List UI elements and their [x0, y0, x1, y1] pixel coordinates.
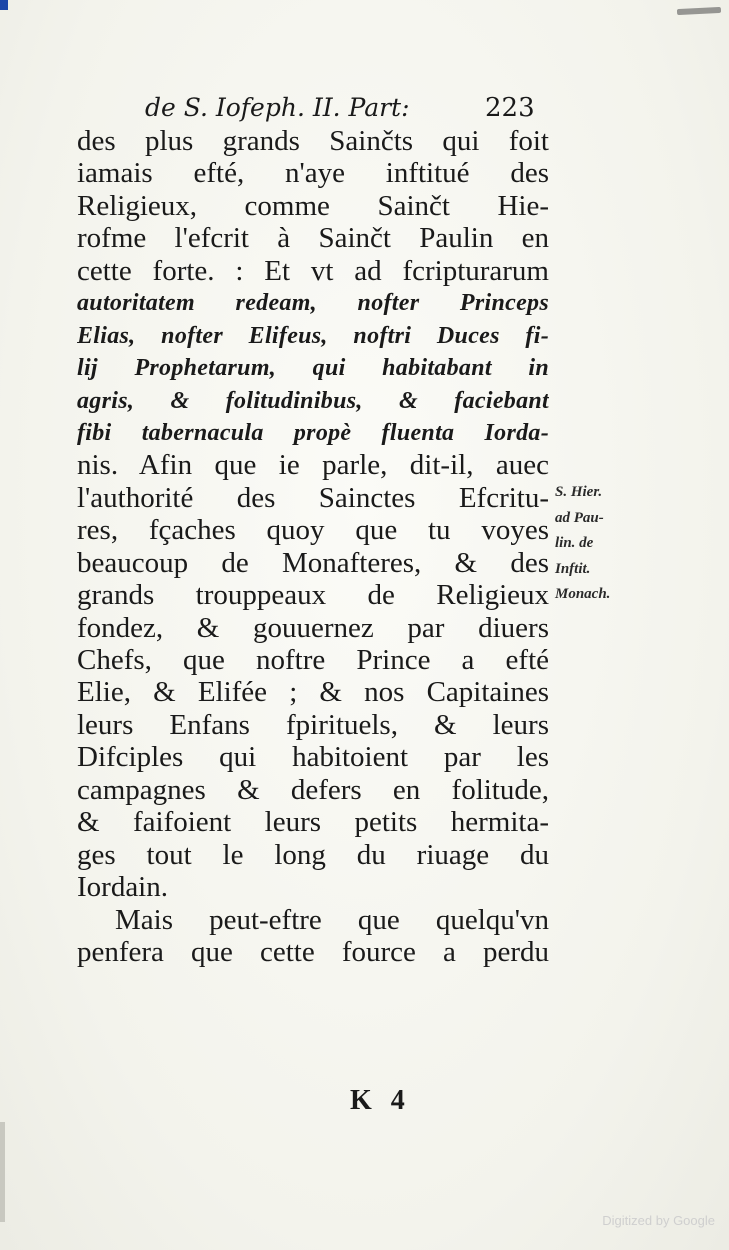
latin-quote-line: Elias, nofter Elifeus, noftri Duces fi- — [77, 322, 549, 349]
paragraph-end-line: Iordain. — [77, 871, 168, 904]
body-text — [77, 125, 549, 968]
text-line: penfera que cette fource a perdu — [77, 935, 549, 968]
text-line: Elie, & Elifée ; & nos Capitaines — [77, 676, 549, 709]
text-line: iamais efté, n'aye inftitué des — [77, 157, 549, 190]
scan-corner-mark — [0, 0, 8, 10]
text-line: Difciples qui habitoient par les — [77, 741, 549, 774]
text-line: l'authorité des Sainctes Efcritu- — [77, 481, 549, 514]
text-line: leurs Enfans fpirituels, & leurs — [77, 708, 549, 741]
text-line: cette forte. : Et vt ad fcripturarum — [77, 254, 549, 287]
latin-quote-line: fibi tabernacula propè fluenta Iorda- — [77, 419, 549, 446]
signature-mark: K 4 — [350, 1085, 411, 1116]
scan-edge-shadow — [0, 1122, 5, 1222]
text-line: rofme l'efcrit à Sainčt Paulin en — [77, 222, 549, 255]
text-line: Chefs, que noftre Prince a efté — [77, 644, 549, 676]
running-title: de S. Iofeph. II. Part: — [145, 93, 410, 122]
marginal-note-line: S. Hier. — [555, 484, 603, 500]
marginal-note — [555, 480, 705, 608]
page-number: 223 — [485, 93, 535, 123]
digitization-watermark: Digitized by Google — [602, 1213, 715, 1228]
text-line: nis. Afin que ie parle, dit-il, auec — [77, 449, 549, 482]
text-line: Religieux, comme Sainčt Hie- — [77, 189, 549, 222]
latin-quote-line: agris, & folitudinibus, & faciebant — [77, 387, 549, 414]
text-line: fondez, & gouuernez par diuers — [77, 611, 549, 644]
latin-quote-line: lij Prophetarum, qui habitabant in — [77, 355, 549, 382]
paragraph-start-line: Mais peut-eftre que quelqu'vn — [115, 903, 549, 936]
marginal-note-line: lin. de — [555, 535, 594, 551]
marginal-note-line: Inftit. — [555, 560, 591, 577]
latin-quote-line: autoritatem redeam, nofter Princeps — [77, 290, 549, 317]
marginal-note-line: Monach. — [555, 586, 611, 602]
text-line: beaucoup de Monafteres, & des — [77, 546, 549, 579]
text-line: res, fçaches quoy que tu voyes — [77, 514, 549, 547]
text-line: campagnes & defers en folitude, — [77, 773, 549, 806]
marginal-note-line: ad Pau- — [555, 509, 604, 526]
text-line: des plus grands Sainčts qui foit — [77, 125, 549, 157]
running-header — [145, 88, 575, 128]
text-line: grands trouppeaux de Religieux — [77, 579, 549, 612]
text-line: ges tout le long du riuage du — [77, 838, 549, 871]
text-line: & faifoient leurs petits hermita- — [77, 806, 549, 839]
